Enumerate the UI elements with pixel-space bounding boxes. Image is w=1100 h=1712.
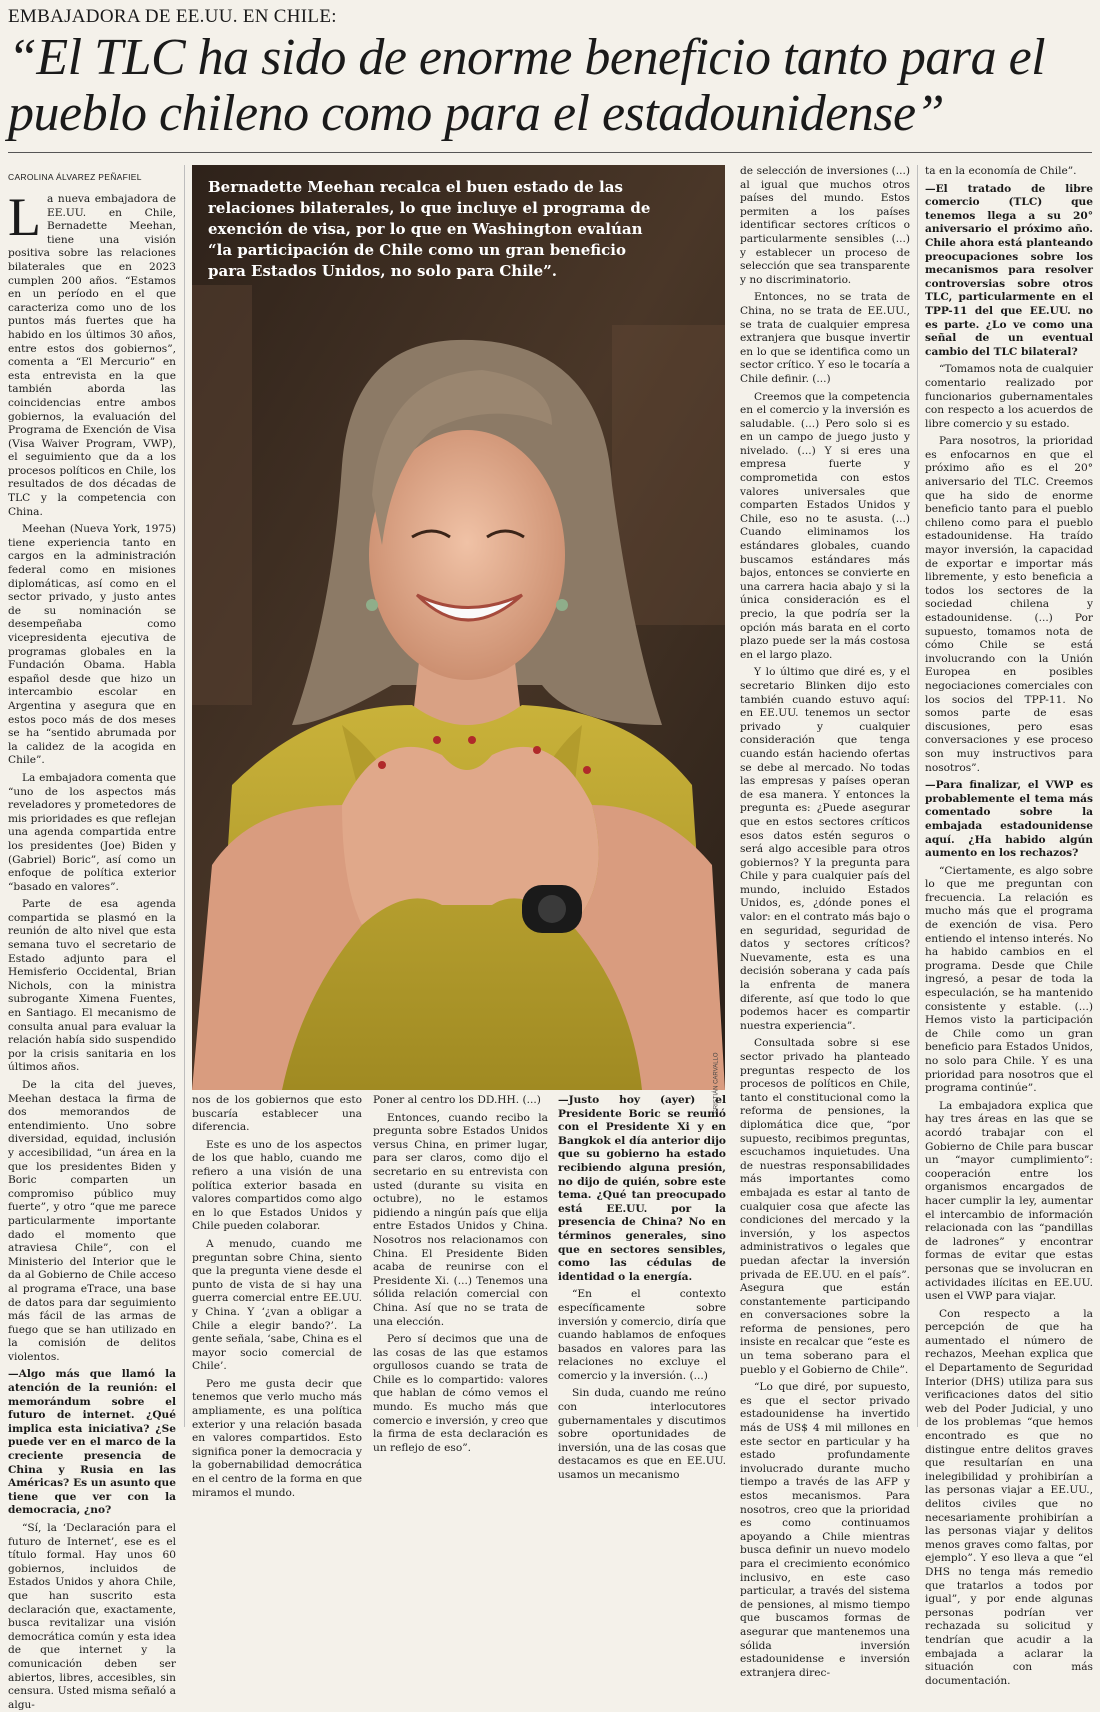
interview-question: —Justo hoy (ayer) el Presidente Boric se reunió con el Presidente Xi y en Bangkok el día anterior dijo que su gobierno ha estado recibiendo alguna presión, no dijo de quién, sobre este tema. ¿Qué tan preocupado está EE.UU. por la presencia de China? No en términos generales, sino que en sectores sensibles, como las cédulas de identidad o la energía.: [558, 1094, 726, 1283]
paragraph: Consultada sobre si ese sector privado ha planteado preguntas respecto de los procesos de políticos en Chile, tanto el constitucional como la reforma de pensiones, la diplomática dice que, “por supuesto, recibimos preguntas, escuchamos inquietudes. Una de nuestras responsabilidades más importantes como embajada es estar al tanto de cualquier cosa que afecte las condiciones del mercado y la inversión, y los aspectos administrativos o legales que puedan afectar la inversión privada de EE.UU. en el país”. Asegura que están constantemente participando en conversaciones sobre la reforma de pensiones, pero insiste en recalcar que “este es un tema soberano para el pueblo y el Gobierno de Chile”.: [740, 1037, 910, 1376]
drop-cap: L: [8, 187, 41, 247]
paragraph: Para nosotros, la prioridad es enfocarnos en que el próximo año es el 20° aniversario del TLC. Creemos que ha sido de enorme beneficio tanto para el pueblo chileno como para el pueblo estadounidense. Ha traído mayor inversión, la capacidad de exportar e importar más libremente, y esto beneficia a todos los sectores de la sociedad chilena y estadounidense. (...) Por supuesto, tomamos nota de cómo Chile se está involucrando con la Unión Europea en posibles negociaciones comerciales con los socios del TPP-11. No somos parte de esas discusiones, pero esas conversaciones y ese proceso son muy instructivos para nosotros”.: [925, 435, 1093, 774]
column-4: [558, 1094, 726, 1482]
divider: [8, 152, 1092, 153]
paragraph: De la cita del jueves, Meehan destaca la firma de dos memorandos de entendimiento. Uno sobre diversidad, equidad, inclusión y accesibilidad, “un área en la que los presidentes Biden y Boric comparten un compromiso público muy fuerte”, y otro “que me parece particularmente importante dado el momento que atraviesa Chile”, con el Ministerio del Interior que le da al Gobierno de Chile acceso al programa eTrace, una base de datos para dar seguimiento más fácil de las armas de fuego que se han utilizado en la comisión de delitos violentos.: [8, 1079, 176, 1363]
paragraph: ta en la economía de Chile”.: [925, 165, 1077, 177]
paragraph: Pero me gusta decir que tenemos que verlo mucho más ampliamente, es una política exterior y una relación basada en valores compartidos. Esto significa poner la democracia y la gobernabilidad democrática en el centro de la forma en que miramos el mundo.: [192, 1377, 362, 1499]
interview-question: —Algo más que llamó la atención de la reunión: el memorándum sobre el futuro de internet. ¿Qué implica esta iniciativa? ¿Se puede ver en el marco de la creciente presencia de China y Rusia en las Américas? Es un asunto que tiene que ver con la democracia, ¿no?: [8, 1368, 176, 1517]
paragraph: Meehan (Nueva York, 1975) tiene experiencia tanto en cargos en la administración federal como en misiones diplomáticas, así como en el sector privado, y justo antes de su nominación se desempeñaba como vicepresidenta ejecutiva de programas globales en la Fundación Obama. Habla español desde que hizo un intercambio escolar en Argentina y asegura que en estos poco más de dos meses se ha “sentido abrumada por la calidez de la acogida en Chile”.: [8, 523, 176, 767]
column-1: [8, 187, 176, 1711]
paragraph: de selección de inversiones (...) al igual que muchos otros países del mundo. Estos permiten a los países identificar sectores críticos o particularmente sensibles (...) y establecer un proceso de selección que sea transparente y no discriminatorio.: [740, 165, 910, 286]
paragraph: Entonces, cuando recibo la pregunta sobre Estados Unidos versus China, en primer lugar, para ser claros, como dijo el secretario en su entrevista con usted (durante su visita en octubre), no le estamos pidiendo a ningún país que elija entre Estados Unidos y China. Nosotros nos relacionamos con China. El Presidente Biden acaba de reunirse con el Presidente Xi. (...) Tenemos una sólida relación comercial con China. Así que no se trata de una elección.: [373, 1111, 548, 1328]
paragraph: Pero sí decimos que una de las cosas de las que estamos orgullosos cuando se trata de Chile es lo compartido: valores que hablan de cómo vemos el mundo. Es mucho más que comercio e inversión, y creo que la firma de esta declaración es un reflejo de eso”.: [373, 1333, 548, 1454]
paragraph: Sin duda, cuando me reúno con interlocutores gubernamentales y discutimos sobre oportunidades de inversión, una de las cosas que destacamos es que en EE.UU. usamos un mecanismo: [558, 1387, 726, 1482]
column-2: [192, 1094, 362, 1499]
paragraph: “Ciertamente, es algo sobre lo que me preguntan con frecuencia. La relación es mucho más que el programa de exención de visa. Pero entiendo el intenso interés. No ha habido cambios en el programa. Desde que Chile ingresó, a pesar de toda la especulación, se ha mantenido consistente y estable. (...) Hemos visto la participación de Chile como un gran beneficio para Estados Unidos, no solo para Chile. Y es una prioridad para nosotros que el programa continúe”.: [925, 864, 1093, 1095]
paragraph: Este es uno de los aspectos de los que hablo, cuando me refiero a una visión de una política exterior basada en valores compartidos como algo en lo que Estados Unidos y Chile pueden colaborar.: [192, 1138, 362, 1233]
column-divider: [917, 165, 918, 1427]
portrait-photo: [192, 165, 725, 1090]
paragraph: a nueva embajadora de EE.UU. en Chile, Bernadette Meehan, tiene una visión positiva sobre las relaciones bilaterales que en 2023 cumplen 200 años. “Estamos en un período en el que caracteriza como uno de los puntos más fuertes que ha habido en los últimos 30 años, entre estos dos gobiernos”, comenta a “El Mercurio” en esta entrevista en la que también aborda las coincidencias entre ambos gobiernos, la evaluación del Programa de Exención de Visa (Visa Waiver Program, VWP), el seguimiento que da a los procesos políticos en Chile, los resultados de dos décadas de TLC y la competencia con China.: [8, 193, 176, 518]
portrait-illustration: [192, 165, 725, 1090]
paragraph: nos de los gobiernos que esto buscaría establecer una diferencia.: [192, 1094, 362, 1134]
kicker: EMBAJADORA DE EE.UU. EN CHILE:: [8, 6, 337, 27]
paragraph: Parte de esa agenda compartida se plasmó en la reunión de alto nivel que esta semana tuvo el secretario de Estado adjunto para el Hemisferio Occidental, Brian Nichols, con la ministra subrogante Ximena Fuentes, en Santiago. El mecanismo de consulta anual para evaluar la relación había sido suspendido por la crisis sanitaria en los últimos años.: [8, 898, 176, 1074]
paragraph: Entonces, no se trata de China, no se trata de EE.UU., se trata de cualquier empresa extranjera que busque invertir en lo que se identifica como un sector crítico. Y eso le tocaría a Chile definir. (...): [740, 291, 910, 385]
paragraph: Con respecto a la percepción de que ha aumentado el número de rechazos, Meehan explica que el Departamento de Seguridad Interior (DHS) utiliza para sus verificaciones datos del sitio web del Poder Judicial, y uno de los problemas “que hemos encontrado es que no distingue entre delitos graves que resultarían en una inelegibilidad y prohibirían a las personas viajar a EE.UU., delitos civiles que no necesariamente prohibirían a las personas viajar y delitos menos graves como faltas, por ejemplo”. Y eso lleva a que “el DHS no tenga más remedio que tratarlos a todos por igual”, y por ende algunas personas podrían ver rechazada su solicitud y tendrían que acudir a la embajada a aclarar la situación con más documentación.: [925, 1307, 1093, 1687]
column-3: [373, 1094, 548, 1454]
column-6: [925, 165, 1093, 1687]
paragraph: “Lo que diré, por supuesto, es que el sector privado estadounidense ha invertido más de US$ 4 mil millones en este sector en particular y ha estado profundamente involucrado durante mucho tiempo a través de las AFP y estos mecanismos. Para nosotros, creo que la prioridad es como continuamos apoyando a Chile mientras busca definir un nuevo modelo para el crecimiento económico inclusivo, en este caso particular, a través del sistema de pensiones, al mismo tiempo que buscamos formas de asegurar que mantenemos una sólida inversión estadounidense e inversión extranjera direc-: [740, 1381, 910, 1679]
interview-question: —Para finalizar, el VWP es probablemente el tema más comentado sobre la embajada estadounidense aquí. ¿Ha habido algún aumento en los rechazos?: [925, 779, 1093, 860]
headline: “El TLC ha sido de enorme beneficio tanto para el pueblo chileno como para el estadounidense”: [8, 29, 1046, 142]
paragraph: “En el contexto específicamente sobre inversión y comercio, diría que cuando hablamos de enfoques basados en valores para las relaciones no excluye el comercio y la inversión. (...): [558, 1288, 726, 1382]
paragraph: Creemos que la competencia en el comercio y la inversión es saludable. (...) Pero solo si es en un campo de juego justo y nivelado. (...) Y si eres una empresa fuerte y comprometida con estos valores universales que comparten Estados Unidos y Chile, eso no te asusta. (...) Cuando eliminamos los estándares globales, cuando buscamos estándares más bajos, entonces se convierte en una carrera hacia abajo y si la única consideración es el precio, la que podría ser la opción más barata en el corto plazo puede ser la más costosa en el largo plazo.: [740, 390, 910, 661]
photo-deck: Bernadette Meehan recalca el buen estado de las relaciones bilaterales, lo que incluye el programa de exención de visa, por lo que en Washington evalúan “la participación de Chile como un gran beneficio para Estados Unidos, no solo para Chile”.: [208, 178, 651, 280]
paragraph: Poner al centro los DD.HH. (...): [373, 1094, 541, 1106]
paragraph: La embajadora comenta que “uno de los aspectos más reveladores y prometedores de mis prioridades es que reflejan una agenda compartida entre los presidentes (Joe) Biden y (Gabriel) Boric”, así como un enfoque de política exterior “basado en valores”.: [8, 771, 176, 893]
column-divider: [184, 165, 185, 1427]
paragraph: La embajadora explica que hay tres áreas en las que se acordó trabajar con el Gobierno de Chile para buscar un “mayor cumplimiento”: cooperación entre los organismos encargados de hacer cumplir la ley, aumentar el intercambio de información relacionada con las “pandillas de ladrones” y encontrar formas de evitar que estas personas que se involucran en actividades ilícitas en EE.UU. usen el VWP para viajar.: [925, 1099, 1093, 1303]
photo-credit: [713, 1040, 736, 1130]
interview-question: —El tratado de libre comercio (TLC) que tenemos llega a su 20° aniversario el próximo año. Chile ahora está planteando preocupaciones sobre los mecanismos para resolver controversias sobre otros TLC, particularmente en el TPP-11 del que EE.UU. no es parte. ¿Lo ve como una señal de un eventual cambio del TLC bilateral?: [925, 182, 1093, 358]
byline: CAROLINA ÁLVAREZ PEÑAFIEL: [8, 172, 142, 182]
photo-credit-text: CRISTIÁN CARVALLO: [713, 1052, 720, 1114]
paragraph: “Sí, la ‘Declaración para el futuro de Internet’, ese es el título formal. Hay unos 60 gobiernos, incluidos de Estados Unidos y ahora Chile, que han suscrito esta declaración que, exactamente, busca revitalizar una visión democrática común y esta idea de que internet y la comunicación deben ser abiertos, libres, accesibles, sin censura. Usted misma señaló a algu-: [8, 1522, 176, 1711]
column-5: [740, 165, 910, 1679]
paragraph: A menudo, cuando me preguntan sobre China, siento que la pregunta viene desde el punto de vista de si hay una guerra comercial entre EE.UU. y China. Y ‘¿van a obligar a Chile a elegir bando?’. La gente señala, ‘sabe, China es el mayor socio comercial de Chile’.: [192, 1237, 362, 1373]
paragraph: Y lo último que diré es, y el secretario Blinken dijo esto también cuando estuvo aquí: en EE.UU. tenemos un sector privado y cualquier consideración que tenga cuando están haciendo ofertas se debe al mercado. No todas las empresas y países operan de esa manera. Y entonces la pregunta es: ¿Puede asegurar que en estos sectores críticos esos datos estén seguros o será algo accesible para otros gobiernos? Y la pregunta para Chile y para cualquier país del mundo, incluido Estados Unidos, es, ¿dónde pones el valor: en el contrato más bajo o en seguridad, seguridad de datos y sectores críticos? Nuevamente, esta es una decisión soberana y cada país la enfrenta de manera diferente, así que todo lo que podemos hacer es compartir nuestra experiencia”.: [740, 666, 910, 1032]
paragraph: “Tomamos nota de cualquier comentario realizado por funcionarios gubernamentales con respecto a los acuerdos de libre comercio y su estado.: [925, 363, 1093, 430]
